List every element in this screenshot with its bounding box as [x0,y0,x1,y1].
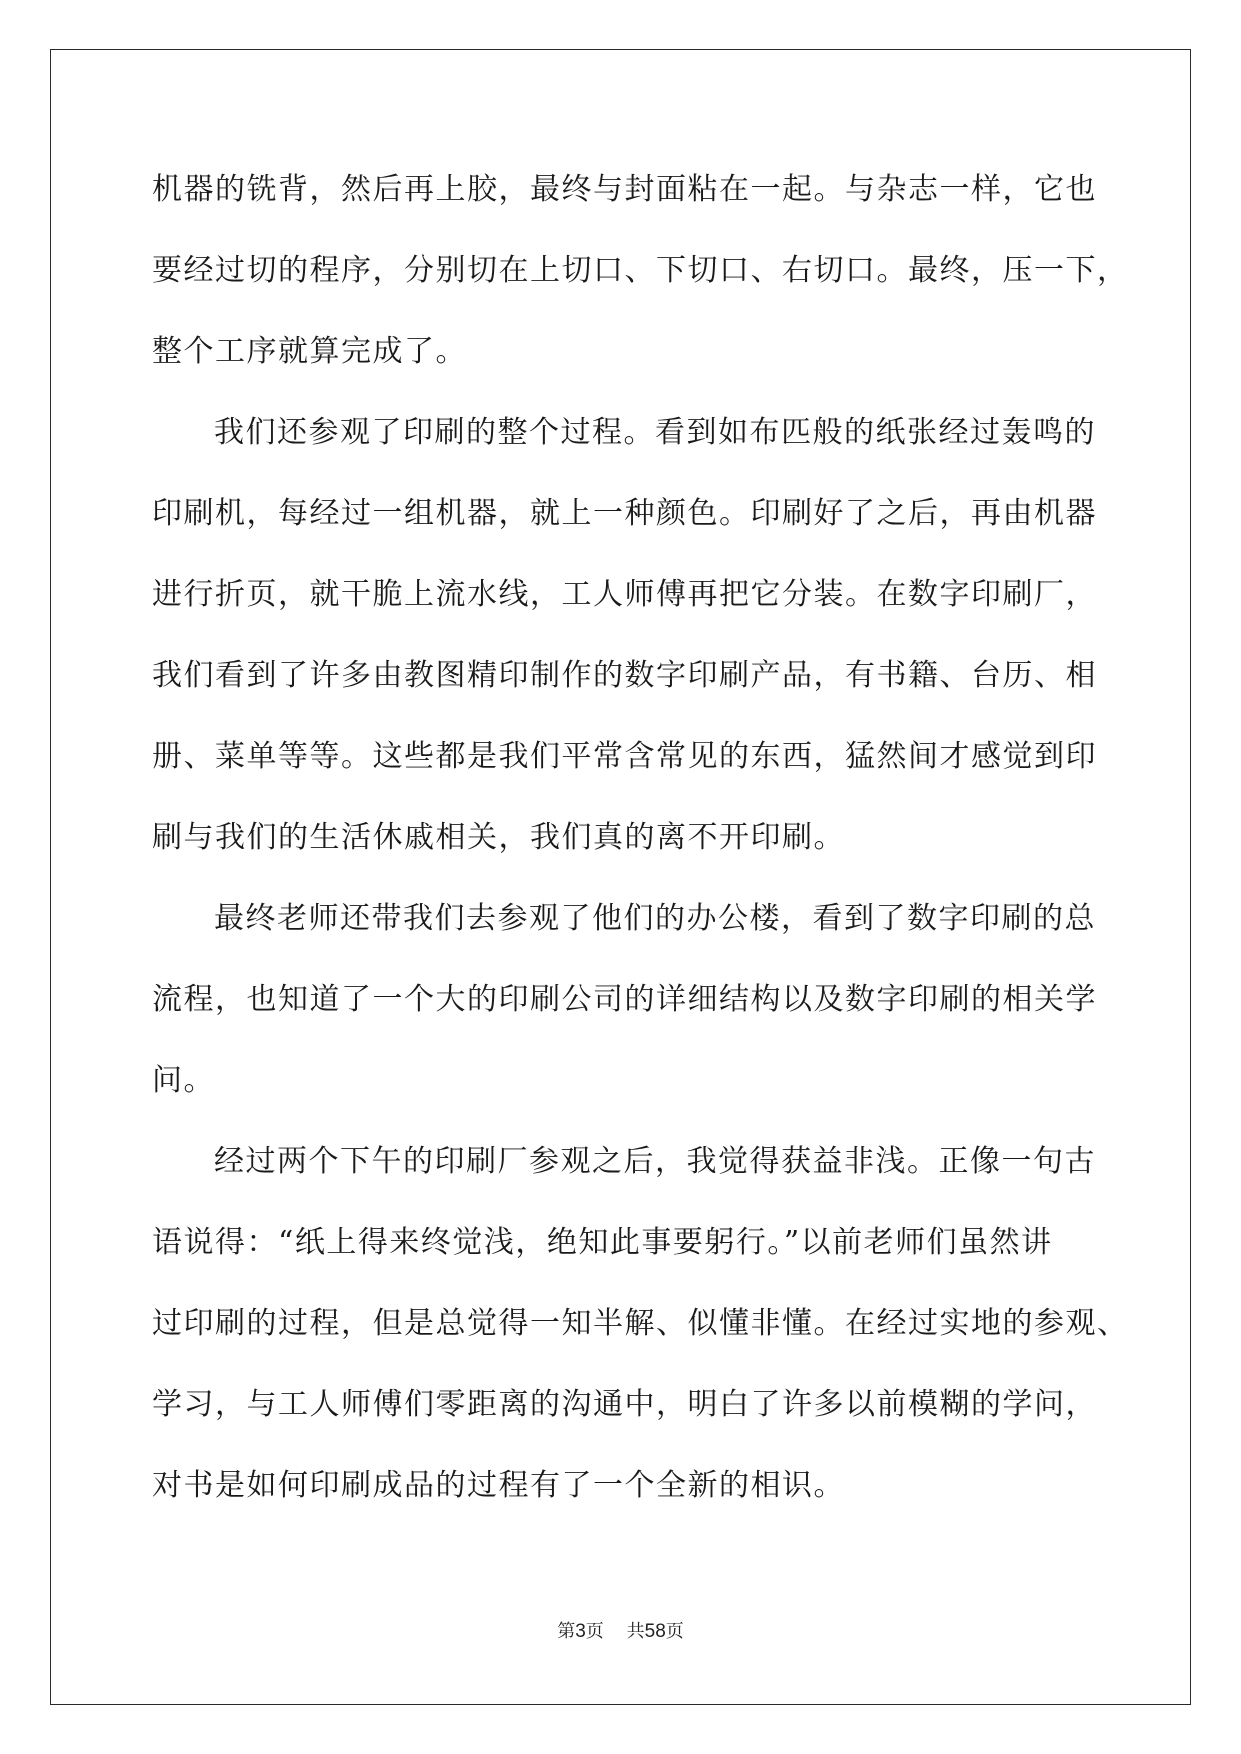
text-line: 我们看到了许多由教图精印制作的数字印刷产品，有书籍、台历、相 [152,658,1097,693]
text-line: 学习，与工人师傅们零距离的沟通中，明白了许多以前模糊的学问， [152,1387,1097,1422]
text-line: 最终老师还带我们去参观了他们的办公楼，看到了数字印刷的总 [214,901,1096,936]
total-page-count: 58 [644,1621,666,1642]
footer-prefix: 第 [557,1621,576,1642]
text-line: 册、菜单等等。这些都是我们平常含常见的东西，猛然间才感觉到印 [152,739,1097,774]
text-line: 流程，也知道了一个大的印刷公司的详细结构以及数字印刷的相关学 [152,982,1097,1017]
text-line: 整个工序就算完成了。 [152,334,467,369]
text-line: 我们还参观了印刷的整个过程。看到如布匹般的纸张经过轰鸣的 [214,415,1096,450]
text-line: 要经过切的程序，分别切在上切口、下切口、右切口。最终，压一下， [152,253,1129,288]
text-line: 进行折页，就干脆上流水线，工人师傅再把它分装。在数字印刷厂， [152,577,1097,612]
current-page-number: 3 [575,1621,586,1642]
footer-total-suffix: 页 [665,1621,684,1642]
document-body [152,160,1129,1537]
text-line: 问。 [152,1063,215,1098]
text-line: 刷与我们的生活休戚相关，我们真的离不开印刷。 [152,820,845,855]
text-line: 对书是如何印刷成品的过程有了一个全新的相识。 [152,1468,845,1503]
text-line: 过印刷的过程，但是总觉得一知半解、似懂非懂。在经过实地的参观、 [152,1306,1129,1341]
text-line: 语说得：“纸上得来终觉浅，绝知此事要躬行。”以前老师们虽然讲 [152,1225,1053,1260]
page-footer [0,1617,1241,1643]
text-line: 经过两个下午的印刷厂参观之后，我觉得获益非浅。正像一句古 [214,1144,1096,1179]
footer-total-prefix: 共 [626,1621,645,1642]
text-line: 机器的铣背，然后再上胶，最终与封面粘在一起。与杂志一样，它也 [152,172,1097,207]
footer-page-suffix: 页 [585,1621,604,1642]
text-line: 印刷机，每经过一组机器，就上一种颜色。印刷好了之后，再由机器 [152,496,1097,531]
